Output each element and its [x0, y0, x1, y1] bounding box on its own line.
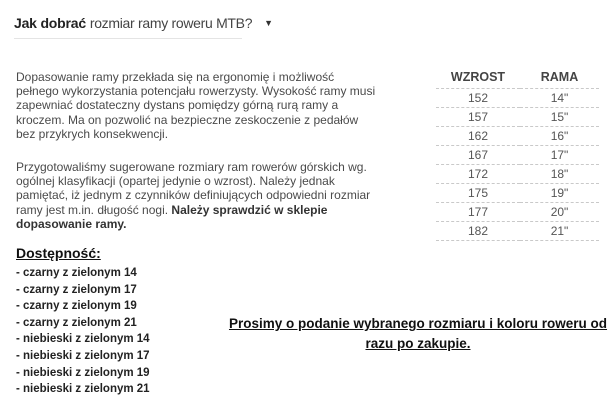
availability-title: Dostępność: [16, 245, 101, 261]
table-row [436, 203, 599, 222]
frame-cell: 18" [520, 165, 599, 184]
height-cell: 167 [436, 146, 520, 165]
height-cell: 152 [436, 89, 520, 108]
availability-item: - niebieski z zielonym 19 [16, 366, 150, 379]
availability-item: - czarny z zielonym 17 [16, 283, 137, 296]
header-title-text: rozmiar ramy roweru MTB? [89, 15, 253, 31]
table-row [436, 108, 599, 127]
header-height: WZROST [450, 70, 506, 84]
size-table-header-row [436, 66, 599, 89]
frame-cell: 16" [520, 127, 599, 146]
table-row [436, 146, 599, 165]
availability-item: - niebieski z zielonym 17 [16, 349, 150, 362]
height-cell: 175 [436, 184, 520, 203]
availability-item: - niebieski z zielonym 14 [16, 333, 150, 346]
table-row [436, 89, 599, 108]
table-row [436, 127, 599, 146]
frame-cell: 15" [520, 108, 599, 127]
availability-item: - czarny z zielonym 21 [16, 316, 137, 329]
size-table [436, 66, 599, 241]
frame-cell: 20" [520, 203, 599, 222]
header-frame: RAMA [540, 70, 579, 84]
order-notice: Prosimy o podanie wybranego rozmiaru i koloru roweru od razu po zakupie. [228, 316, 608, 351]
frame-cell: 21" [520, 222, 599, 241]
frame-fit-description: Dopasowanie ramy przekłada się na ergonomię i możliwość pełnego wykorzystania potencjału rowerzysty. Wysokość ramy musi zapewniać dostateczny dystans pomiędzy górną rurą ramy a kroczem. Ma on pozwolić na bezpieczne zeskoczenie z pedałów bez przykrych konsekwencji. [16, 70, 376, 141]
size-suggestion-description [16, 160, 376, 231]
frame-cell: 17" [520, 146, 599, 165]
frame-cell: 19" [520, 184, 599, 203]
height-cell: 162 [436, 127, 520, 146]
table-row [436, 222, 599, 241]
caret-down-icon: ▼ [264, 18, 274, 28]
availability-item: - niebieski z zielonym 21 [16, 383, 150, 396]
availability-item: - czarny z zielonym 14 [16, 267, 137, 279]
height-cell: 172 [436, 165, 520, 184]
size-guide-toggle[interactable] [14, 14, 274, 39]
height-cell: 177 [436, 203, 520, 222]
size-suggestion-bold: Należy sprawdzić w sklepie dopasowanie ramy. [16, 202, 328, 231]
frame-cell: 14" [520, 89, 599, 108]
header-bold-text: Jak dobrać [14, 15, 86, 31]
size-suggestion-text: Przygotowaliśmy sugerowane rozmiary ram rowerów górskich wg. ogólnej klasyfikacji (opartej jedynie o wzrost). Należy jednak pamiętać, iż jednym z czynników definiujących odpowiedni rozmiar ramy jest m.in. długość nogi. [16, 160, 371, 217]
availability-item: - czarny z zielonym 19 [16, 300, 137, 313]
height-cell: 182 [436, 222, 520, 241]
availability-list [16, 265, 150, 398]
table-row [436, 165, 599, 184]
table-row [436, 184, 599, 203]
height-cell: 157 [436, 108, 520, 127]
